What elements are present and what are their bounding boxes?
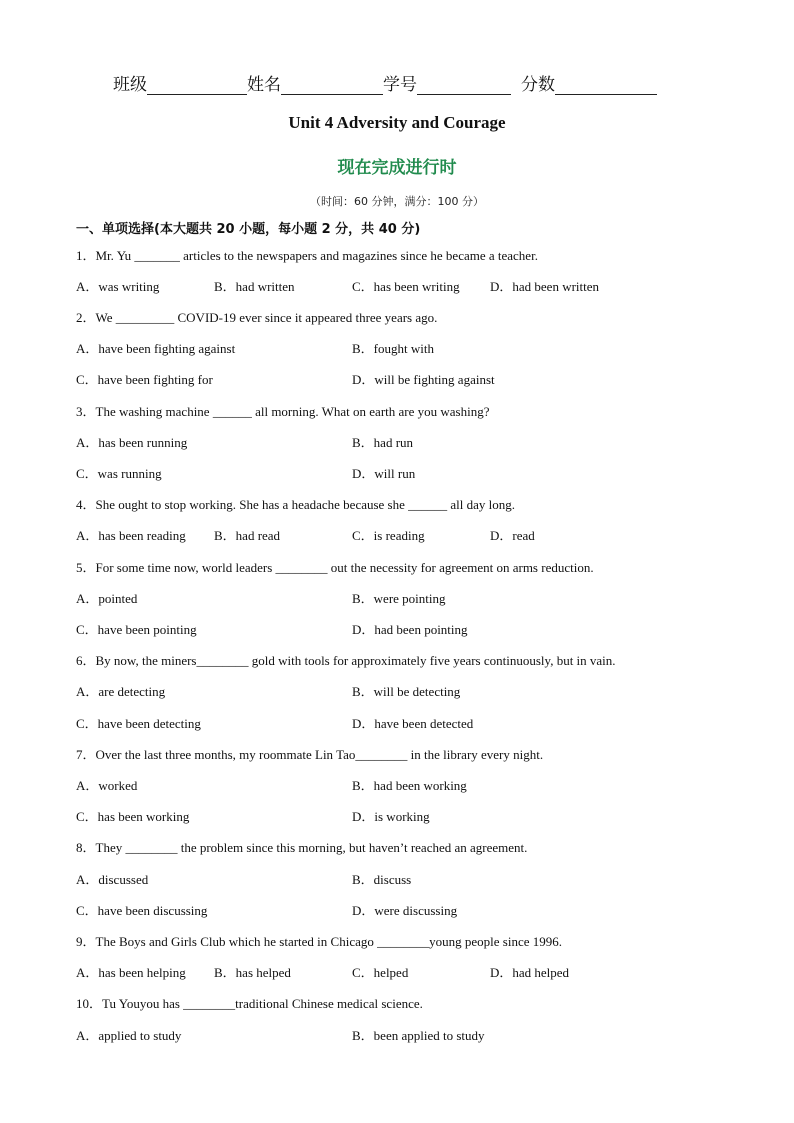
time-score-note: （时间：60 分钟，满分：100 分） <box>310 195 484 208</box>
unit-title: Unit 4 Adversity and Courage <box>288 113 506 132</box>
option-a[interactable]: A．have been fighting against <box>76 341 236 356</box>
question-stem: 9．The Boys and Girls Club which he started in Chicago ________young people since 1996. <box>76 934 562 949</box>
option-c[interactable]: C．was running <box>76 466 162 481</box>
name-blank[interactable] <box>281 76 383 95</box>
student-info-line <box>113 70 657 95</box>
option-b[interactable]: B．fought with <box>352 341 434 356</box>
question-stem: 1．Mr. Yu _______ articles to the newspapers and magazines since he became a teacher. <box>76 248 538 263</box>
score-blank[interactable] <box>555 76 657 95</box>
option-c[interactable]: C．has been working <box>76 809 190 824</box>
option-a[interactable]: A．discussed <box>76 872 149 887</box>
grammar-topic-title: 现在完成进行时 <box>337 158 457 178</box>
option-a[interactable]: A．has been running <box>76 435 188 450</box>
option-a[interactable]: A．applied to study <box>76 1028 182 1043</box>
question-stem: 10．Tu Youyou has ________traditional Chinese medical science. <box>76 996 423 1011</box>
class-label: 班级 <box>113 75 147 95</box>
option-a[interactable]: A．worked <box>76 778 138 793</box>
option-d[interactable]: D．read <box>490 528 535 543</box>
id-blank[interactable] <box>417 76 511 95</box>
option-c[interactable]: C．have been detecting <box>76 716 201 731</box>
option-d[interactable]: D．had been pointing <box>352 622 468 637</box>
option-b[interactable]: B．had been working <box>352 778 467 793</box>
option-b[interactable]: B．been applied to study <box>352 1028 485 1043</box>
option-a[interactable]: A．has been reading <box>76 528 186 543</box>
option-b[interactable]: B．had written <box>214 279 295 294</box>
option-b[interactable]: B．were pointing <box>352 591 446 606</box>
option-a[interactable]: A．has been helping <box>76 965 186 980</box>
option-a[interactable]: A．was writing <box>76 279 160 294</box>
question-stem: 4．She ought to stop working. She has a headache because she ______ all day long. <box>76 497 516 512</box>
option-d[interactable]: D．will be fighting against <box>352 372 495 387</box>
option-c[interactable]: C．have been fighting for <box>76 372 213 387</box>
question-stem: 6．By now, the miners________ gold with tools for approximately five years continuously, but in vain. <box>76 653 616 668</box>
question-stem: 3．The washing machine ______ all morning. What on earth are you washing? <box>76 404 490 419</box>
option-b[interactable]: B．had run <box>352 435 414 450</box>
question-stem: 5．For some time now, world leaders ________ out the necessity for agreement on arms reduction. <box>76 560 594 575</box>
option-a[interactable]: A．are detecting <box>76 684 166 699</box>
option-c[interactable]: C．have been pointing <box>76 622 197 637</box>
option-c[interactable]: C．has been writing <box>352 279 460 294</box>
section-heading: 一、单项选择(本大题共 20 小题，每小题 2 分，共 40 分) <box>76 222 421 237</box>
id-label: 学号 <box>383 75 417 95</box>
option-d[interactable]: D．had been written <box>490 279 600 294</box>
option-c[interactable]: C．have been discussing <box>76 903 208 918</box>
question-stem: 7．Over the last three months, my roommate Lin Tao________ in the library every night. <box>76 747 544 762</box>
score-label: 分数 <box>521 75 555 95</box>
question-stem: 2．We _________ COVID-19 ever since it appeared three years ago. <box>76 310 438 325</box>
option-b[interactable]: B．has helped <box>214 965 291 980</box>
option-b[interactable]: B．had read <box>214 528 281 543</box>
option-d[interactable]: D．were discussing <box>352 903 458 918</box>
option-a[interactable]: A．pointed <box>76 591 138 606</box>
name-label: 姓名 <box>247 75 281 95</box>
class-blank[interactable] <box>147 76 247 95</box>
option-d[interactable]: D．is working <box>352 809 430 824</box>
question-stem: 8．They ________ the problem since this morning, but haven’t reached an agreement. <box>76 840 528 855</box>
option-b[interactable]: B．discuss <box>352 872 412 887</box>
option-c[interactable]: C．helped <box>352 965 409 980</box>
option-d[interactable]: D．will run <box>352 466 416 481</box>
option-b[interactable]: B．will be detecting <box>352 684 461 699</box>
option-c[interactable]: C．is reading <box>352 528 425 543</box>
option-d[interactable]: D．have been detected <box>352 716 474 731</box>
option-d[interactable]: D．had helped <box>490 965 570 980</box>
